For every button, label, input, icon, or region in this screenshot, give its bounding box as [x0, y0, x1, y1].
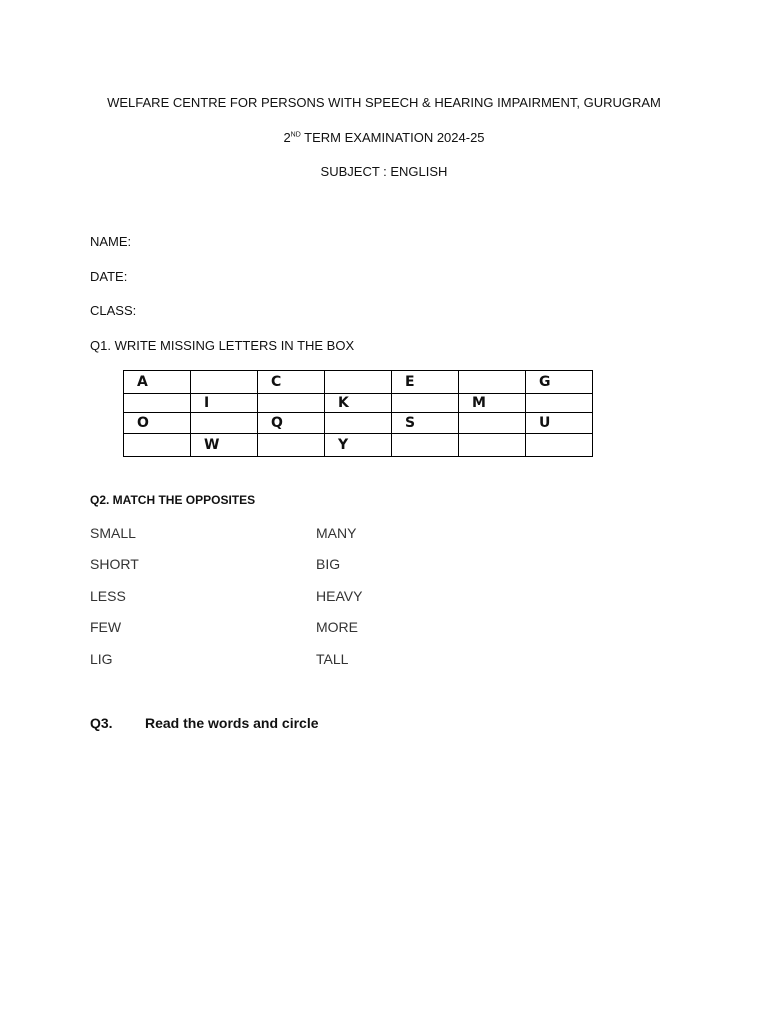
grid-cell[interactable] [526, 434, 593, 457]
grid-cell[interactable] [392, 434, 459, 457]
institution-title: WELFARE CENTRE FOR PERSONS WITH SPEECH & HEARING IMPAIRMENT, GURUGRAM [107, 95, 661, 110]
match-left-item: LESS [90, 588, 126, 604]
match-right-item: MORE [316, 619, 358, 635]
grid-cell[interactable] [124, 394, 191, 413]
term-rest: TERM EXAMINATION 2024-25 [300, 130, 485, 145]
match-right-item: BIG [316, 556, 341, 572]
grid-cell[interactable] [392, 394, 459, 413]
grid-cell[interactable] [258, 394, 325, 413]
term-number: 2 [283, 130, 291, 145]
grid-cell[interactable] [124, 434, 191, 457]
grid-cell[interactable] [459, 371, 526, 394]
grid-cell[interactable]: O [124, 413, 191, 434]
grid-cell[interactable]: Q [258, 413, 325, 434]
q3-instruction: Read the words and circle [145, 715, 319, 731]
grid-cell[interactable] [258, 434, 325, 457]
grid-cell[interactable] [459, 413, 526, 434]
match-left-item: FEW [90, 619, 122, 635]
match-left-item: SHORT [90, 556, 139, 572]
grid-cell[interactable]: W [191, 434, 258, 457]
match-left-item: SMALL [90, 525, 136, 541]
match-right-item: HEAVY [316, 588, 363, 604]
grid-cell[interactable] [191, 413, 258, 434]
date-field: DATE: [90, 269, 128, 284]
grid-cell[interactable]: E [392, 371, 459, 394]
exam-title [0, 130, 768, 146]
grid-row [124, 394, 593, 413]
grid-cell[interactable] [325, 371, 392, 394]
match-left-item: LIG [90, 651, 113, 667]
grid-row [124, 434, 593, 457]
missing-letters-grid [123, 370, 593, 457]
grid-cell[interactable]: S [392, 413, 459, 434]
match-right-item: TALL [316, 651, 349, 667]
q1-title: Q1. WRITE MISSING LETTERS IN THE BOX [90, 338, 355, 353]
grid-row [124, 371, 593, 394]
grid-cell[interactable]: G [526, 371, 593, 394]
grid-cell[interactable]: A [124, 371, 191, 394]
name-field: NAME: [90, 234, 132, 249]
grid-cell[interactable] [325, 413, 392, 434]
grid-cell[interactable]: I [191, 394, 258, 413]
match-right-item: MANY [316, 525, 357, 541]
grid-cell[interactable] [191, 371, 258, 394]
grid-cell[interactable]: M [459, 394, 526, 413]
grid-row [124, 413, 593, 434]
class-field: CLASS: [90, 303, 137, 318]
grid-cell[interactable]: Y [325, 434, 392, 457]
grid-cell[interactable]: U [526, 413, 593, 434]
grid-cell[interactable] [526, 394, 593, 413]
q3-number: Q3. [90, 715, 113, 731]
grid-cell[interactable]: C [258, 371, 325, 394]
term-suffix: ND [290, 131, 301, 139]
subject-line: SUBJECT : ENGLISH [320, 164, 448, 179]
q2-title: Q2. MATCH THE OPPOSITES [90, 493, 256, 507]
grid-cell[interactable] [459, 434, 526, 457]
grid-cell[interactable]: K [325, 394, 392, 413]
